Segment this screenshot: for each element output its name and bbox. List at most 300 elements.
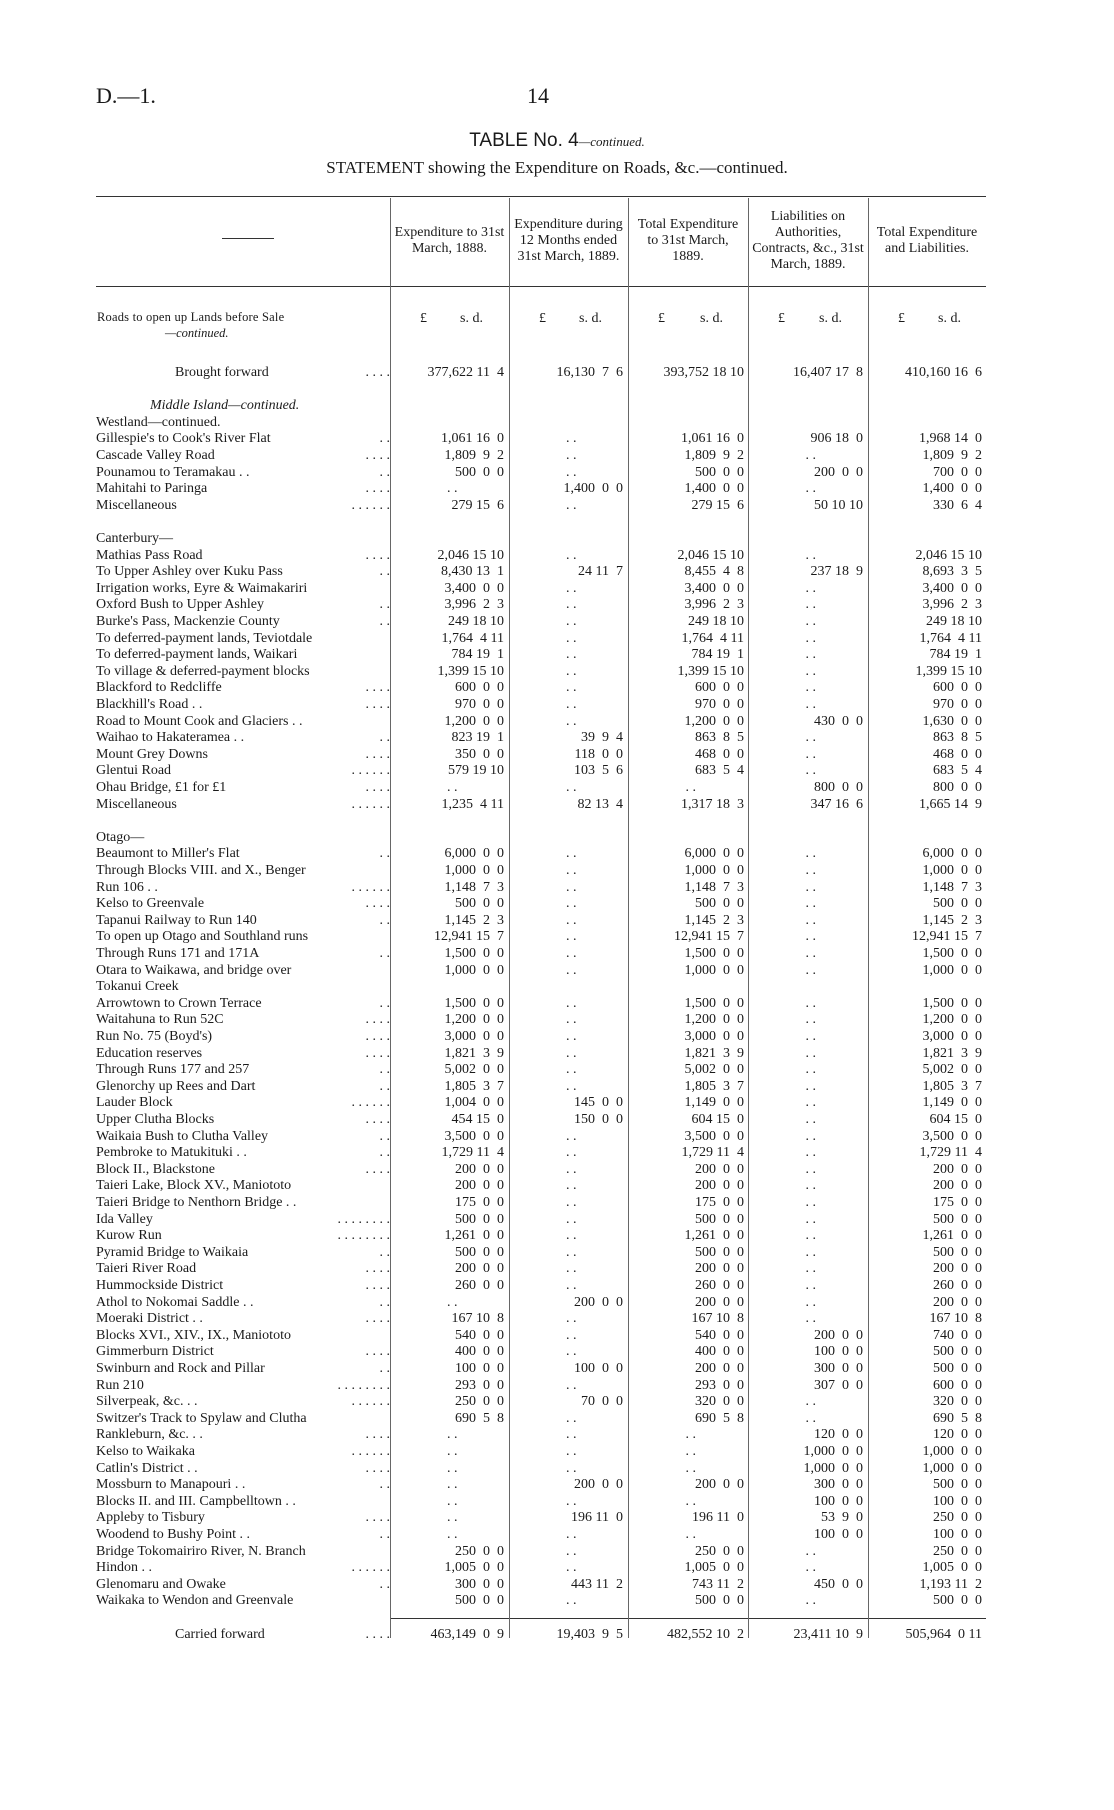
cell-c2: . . xyxy=(566,780,577,795)
row-label: Middle Island—continued. xyxy=(150,398,300,413)
row-label-text: Appleby to Tisbury xyxy=(96,1510,205,1525)
leader-dots: . . . . xyxy=(365,1112,390,1127)
cell-c5: 200 0 0 xyxy=(933,1178,982,1193)
table-row xyxy=(0,481,1114,497)
cell-c4: . . xyxy=(805,846,816,861)
cell-c2: . . xyxy=(566,1145,577,1160)
cell-c2: . . xyxy=(566,1012,577,1027)
cell-c1: 175 0 0 xyxy=(455,1195,504,1210)
cell-c3: . . xyxy=(685,1461,696,1476)
leader-dots: . . . . xyxy=(365,896,390,911)
cell-c5: 200 0 0 xyxy=(933,1295,982,1310)
row-label-text: Ida Valley xyxy=(96,1212,153,1227)
cell-c5: 167 10 8 xyxy=(929,1311,982,1326)
cell-c1: 454 15 0 xyxy=(451,1112,504,1127)
cell-c4: . . xyxy=(805,1278,816,1293)
row-label-text: Pounamou to Teramakau . . xyxy=(96,465,250,480)
cell-c1: 500 0 0 xyxy=(455,1212,504,1227)
cell-c1: 260 0 0 xyxy=(455,1278,504,1293)
table-row xyxy=(0,1461,1114,1477)
table-row xyxy=(0,697,1114,713)
cell-c1: 1,500 0 0 xyxy=(444,946,504,961)
leader-dots: . . xyxy=(379,1145,390,1160)
table-row xyxy=(0,1095,1114,1111)
row-label-text: Waikaia Bush to Clutha Valley xyxy=(96,1129,269,1144)
cell-c2: 24 11 7 xyxy=(578,564,623,579)
cell-c4: 450 0 0 xyxy=(814,1577,863,1592)
cell-c2: . . xyxy=(566,1411,577,1426)
cell-c4: . . xyxy=(805,996,816,1011)
table-row xyxy=(0,1510,1114,1526)
row-label-text: Pembroke to Matukituki . . xyxy=(96,1145,247,1160)
cell-c3: 196 11 0 xyxy=(692,1510,744,1525)
cell-c3: 3,996 2 3 xyxy=(684,597,744,612)
cell-c2: . . xyxy=(566,680,577,695)
cell-c3: 1,399 15 10 xyxy=(677,664,744,679)
cell-c2: . . xyxy=(566,1261,577,1276)
leader-dots: . . . . xyxy=(365,365,390,380)
cell-c4: . . xyxy=(805,946,816,961)
cell-c4: . . xyxy=(805,448,816,463)
row-label xyxy=(96,747,390,763)
cell-c1: 293 0 0 xyxy=(455,1378,504,1393)
row-label-text: Bridge Tokomairiro River, N. Branch xyxy=(96,1544,306,1559)
cell-c2: 70 0 0 xyxy=(581,1394,623,1409)
row-label xyxy=(96,664,390,680)
cell-c3: 500 0 0 xyxy=(695,1212,744,1227)
table-row xyxy=(0,548,1114,564)
cell-c1: 579 19 10 xyxy=(448,763,504,778)
row-label-text: Woodend to Bushy Point . . xyxy=(96,1527,251,1542)
leader-dots: . . . . xyxy=(365,680,390,695)
leader-dots: . . xyxy=(379,1295,390,1310)
cell-c4: . . xyxy=(805,481,816,496)
row-label xyxy=(96,1129,390,1145)
cell-c5: 500 0 0 xyxy=(933,1593,982,1608)
leader-dots: . . . . xyxy=(365,1344,390,1359)
pound-unit: £ xyxy=(539,311,546,326)
cell-c2: 103 5 6 xyxy=(574,763,623,778)
cell-c2: . . xyxy=(566,846,577,861)
cell-c1: 1,805 3 7 xyxy=(444,1079,504,1094)
cell-c2: . . xyxy=(566,1228,577,1243)
cell-c4: 1,000 0 0 xyxy=(803,1461,863,1476)
row-label xyxy=(96,1544,390,1560)
cell-c5: 1,500 0 0 xyxy=(922,996,982,1011)
row-label xyxy=(96,714,390,730)
cell-c2: . . xyxy=(566,1378,577,1393)
row-label xyxy=(96,863,390,879)
cell-c4: 307 0 0 xyxy=(814,1378,863,1393)
cell-c2: . . xyxy=(566,1129,577,1144)
shilling-pence-unit: s. d. xyxy=(938,311,961,326)
cell-c2: . . xyxy=(566,1527,577,1542)
cell-c1: . . xyxy=(447,1295,458,1310)
row-label-text: Through Blocks VIII. and X., Benger xyxy=(96,863,306,878)
row-label xyxy=(96,730,390,746)
shilling-pence-unit: s. d. xyxy=(700,311,723,326)
cell-c5: 410,160 16 6 xyxy=(905,365,982,380)
leader-dots: . . . . . . xyxy=(351,1095,390,1110)
table-row xyxy=(0,1195,1114,1211)
cell-c4: 100 0 0 xyxy=(814,1344,863,1359)
cell-c3: 3,500 0 0 xyxy=(684,1129,744,1144)
cell-c2: . . xyxy=(566,913,577,928)
cell-c5: 1,665 14 9 xyxy=(919,797,982,812)
row-label: Westland—continued. xyxy=(96,415,221,430)
table-row xyxy=(0,1079,1114,1095)
row-label xyxy=(96,929,390,945)
pound-unit: £ xyxy=(420,311,427,326)
leader-dots: . . . . . . . . xyxy=(337,1378,390,1393)
table-row xyxy=(0,680,1114,696)
cell-c1: 3,996 2 3 xyxy=(444,597,504,612)
leader-dots: . . . . xyxy=(365,1278,390,1293)
cell-c5: 970 0 0 xyxy=(933,697,982,712)
cell-c3: 200 0 0 xyxy=(695,1178,744,1193)
cell-c4: 100 0 0 xyxy=(814,1494,863,1509)
cell-c3: 8,455 4 8 xyxy=(684,564,744,579)
cell-c4: . . xyxy=(805,929,816,944)
row-label xyxy=(96,481,390,497)
table-row xyxy=(0,797,1114,813)
row-label-text: To deferred-payment lands, Teviotdale xyxy=(96,631,313,646)
leader-dots: . . xyxy=(379,1079,390,1094)
leader-dots: . . xyxy=(379,946,390,961)
cell-c2: 16,130 7 6 xyxy=(556,365,623,380)
cell-c3: 167 10 8 xyxy=(691,1311,744,1326)
cell-c2: 196 11 0 xyxy=(571,1510,623,1525)
row-label-text: Catlin's District . . xyxy=(96,1461,198,1476)
table-row xyxy=(0,1228,1114,1244)
row-label xyxy=(96,1577,390,1593)
cell-c2: . . xyxy=(566,697,577,712)
cell-c1: 690 5 8 xyxy=(455,1411,504,1426)
table-row xyxy=(0,846,1114,862)
cell-c4: 200 0 0 xyxy=(814,1328,863,1343)
row-label-text: Kelso to Greenvale xyxy=(96,896,205,911)
leader-dots: . . . . xyxy=(365,780,390,795)
cell-c4: . . xyxy=(805,913,816,928)
cell-c4: 16,407 17 8 xyxy=(793,365,863,380)
doc-reference: D.—1. xyxy=(96,83,156,108)
cell-c3: 1,764 4 11 xyxy=(681,631,744,646)
cell-c1: 1,399 15 10 xyxy=(437,664,504,679)
leader-dots: . . xyxy=(379,913,390,928)
cell-c2: . . xyxy=(566,631,577,646)
cell-c4: 23,411 10 9 xyxy=(793,1627,863,1642)
table-row xyxy=(0,929,1114,945)
table-row xyxy=(0,1361,1114,1377)
row-label-text: Burke's Pass, Mackenzie County xyxy=(96,614,280,629)
cell-c5: 260 0 0 xyxy=(933,1278,982,1293)
cell-c3: 260 0 0 xyxy=(695,1278,744,1293)
cell-c3: . . xyxy=(685,1427,696,1442)
row-label xyxy=(96,963,390,979)
row-label-text: Beaumont to Miller's Flat xyxy=(96,846,240,861)
row-label xyxy=(96,597,390,613)
cell-c2: 39 9 4 xyxy=(581,730,623,745)
cell-c5: 330 6 4 xyxy=(933,498,982,513)
leader-dots: . . xyxy=(379,465,390,480)
cell-c3: 1,317 18 3 xyxy=(681,797,744,812)
table-row xyxy=(0,1593,1114,1609)
table-row xyxy=(0,1212,1114,1228)
leader-dots: . . xyxy=(379,1245,390,1260)
cell-c3: 683 5 4 xyxy=(695,763,744,778)
row-label xyxy=(96,996,390,1012)
row-label xyxy=(96,1444,390,1460)
leader-dots: . . xyxy=(379,1361,390,1376)
cell-c2: . . xyxy=(566,1079,577,1094)
cell-c2: . . xyxy=(566,880,577,895)
pound-unit: £ xyxy=(898,311,905,326)
cell-c1: 463,149 0 9 xyxy=(430,1627,504,1642)
row-label xyxy=(96,1527,390,1543)
leader-dots: . . xyxy=(379,1577,390,1592)
row-label-text: To open up Otago and Southland runs xyxy=(96,929,309,944)
row-label-text: Brought forward xyxy=(175,365,269,380)
table-row xyxy=(0,1328,1114,1344)
cell-c4: 200 0 0 xyxy=(814,465,863,480)
cell-c5: 500 0 0 xyxy=(933,1245,982,1260)
cell-c5: 250 0 0 xyxy=(933,1544,982,1559)
cell-c5: 1,729 11 4 xyxy=(919,1145,982,1160)
cell-c4: 430 0 0 xyxy=(814,714,863,729)
cell-c4: . . xyxy=(805,747,816,762)
table-title-main: TABLE No. 4 xyxy=(469,130,579,151)
cell-c2: . . xyxy=(566,1162,577,1177)
cell-c5: 600 0 0 xyxy=(933,1378,982,1393)
cell-c1: 12,941 15 7 xyxy=(434,929,504,944)
leader-dots: . . xyxy=(379,431,390,446)
cell-c5: 1,399 15 10 xyxy=(915,664,982,679)
table-subtitle: STATEMENT showing the Expenditure on Roads, &c.—continued. xyxy=(326,158,788,177)
table-row xyxy=(0,1245,1114,1261)
cell-c2: . . xyxy=(566,465,577,480)
row-label-text: Oxford Bush to Upper Ashley xyxy=(96,597,264,612)
leader-dots: . . . . . . xyxy=(351,1394,390,1409)
cell-c2: 100 0 0 xyxy=(574,1361,623,1376)
row-label xyxy=(96,1295,390,1311)
cell-c4: . . xyxy=(805,896,816,911)
leader-dots: . . . . . . xyxy=(351,1560,390,1575)
row-label xyxy=(96,431,390,447)
cell-c4: 120 0 0 xyxy=(814,1427,863,1442)
cell-c2: 118 0 0 xyxy=(574,747,623,762)
cell-c4: . . xyxy=(805,1062,816,1077)
cell-c5: 320 0 0 xyxy=(933,1394,982,1409)
cell-c1: 540 0 0 xyxy=(455,1328,504,1343)
cell-c4: . . xyxy=(805,963,816,978)
cell-c3: 5,002 0 0 xyxy=(684,1062,744,1077)
table-row xyxy=(0,1344,1114,1360)
cell-c4: 800 0 0 xyxy=(814,780,863,795)
table-row xyxy=(0,498,1114,514)
row-label-text: Pyramid Bridge to Waikaia xyxy=(96,1245,249,1260)
row-label xyxy=(96,631,390,647)
table-row xyxy=(0,1411,1114,1427)
row-label-text: Waikaka to Wendon and Greenvale xyxy=(96,1593,294,1608)
cell-c3: 3,400 0 0 xyxy=(684,581,744,596)
cell-c3: . . xyxy=(685,1444,696,1459)
cell-c1: . . xyxy=(447,780,458,795)
cell-c5: 249 18 10 xyxy=(926,614,982,629)
cell-c4: . . xyxy=(805,581,816,596)
header-rule xyxy=(96,286,986,287)
cell-c2: 19,403 9 5 xyxy=(556,1627,623,1642)
cell-c3: 1,148 7 3 xyxy=(684,880,744,895)
cell-c1: 1,809 9 2 xyxy=(444,448,504,463)
leader-dots: . . . . xyxy=(365,1427,390,1442)
row-label xyxy=(96,846,390,862)
row-label xyxy=(175,365,390,381)
cell-c1: 1,261 0 0 xyxy=(444,1228,504,1243)
cell-c2: 145 0 0 xyxy=(574,1095,623,1110)
shilling-pence-unit: s. d. xyxy=(819,311,842,326)
cell-c2: . . xyxy=(566,1245,577,1260)
cell-c3: 250 0 0 xyxy=(695,1544,744,1559)
cell-c1: 300 0 0 xyxy=(455,1577,504,1592)
cell-c3: 249 18 10 xyxy=(688,614,744,629)
row-label-text: Glenorchy up Rees and Dart xyxy=(96,1079,256,1094)
cell-c4: 906 18 0 xyxy=(810,431,863,446)
table-row xyxy=(0,465,1114,481)
cell-c2: . . xyxy=(566,1461,577,1476)
cell-c2: . . xyxy=(566,714,577,729)
cell-c3: 1,000 0 0 xyxy=(684,963,744,978)
row-label-text: Kelso to Waikaka xyxy=(96,1444,195,1459)
cell-c5: 1,809 9 2 xyxy=(922,448,982,463)
cell-c1: 1,200 0 0 xyxy=(444,714,504,729)
cell-c3: 1,000 0 0 xyxy=(684,863,744,878)
table-row xyxy=(0,1112,1114,1128)
cell-c5: 500 0 0 xyxy=(933,1344,982,1359)
table-row xyxy=(0,365,1114,381)
cell-c5: 100 0 0 xyxy=(933,1527,982,1542)
row-label-text: Upper Clutha Blocks xyxy=(96,1112,215,1127)
leader-dots: . . xyxy=(379,564,390,579)
cell-c1: 1,061 16 0 xyxy=(441,431,504,446)
row-label-text: Run 210 xyxy=(96,1378,144,1393)
table-row xyxy=(0,564,1114,580)
leader-dots: . . . . xyxy=(365,1311,390,1326)
table-title xyxy=(0,130,1114,152)
cell-c2: . . xyxy=(566,863,577,878)
cell-c5: 3,000 0 0 xyxy=(922,1029,982,1044)
row-label-text: Mahitahi to Paringa xyxy=(96,481,208,496)
cell-c5: 1,000 0 0 xyxy=(922,1444,982,1459)
row-label: Otago— xyxy=(96,830,145,845)
table-row xyxy=(0,1544,1114,1560)
column-header-5: Total Expenditure and Liabilities. xyxy=(876,225,978,256)
row-label xyxy=(96,1311,390,1327)
row-label xyxy=(96,1195,390,1211)
leader-dots: . . xyxy=(379,1527,390,1542)
cell-c4: 1,000 0 0 xyxy=(803,1444,863,1459)
cell-c2: 200 0 0 xyxy=(574,1295,623,1310)
row-label xyxy=(96,1593,390,1609)
cell-c4: 53 9 0 xyxy=(821,1510,863,1525)
row-label-text: Switzer's Track to Spylaw and Clutha xyxy=(96,1411,307,1426)
row-label-text: Blackford to Redcliffe xyxy=(96,680,222,695)
cell-c3: 482,552 10 2 xyxy=(667,1627,744,1642)
cell-c4: . . xyxy=(805,548,816,563)
row-label-text: Mount Grey Downs xyxy=(96,747,208,762)
row-label-text: Glenomaru and Owake xyxy=(96,1577,226,1592)
cell-c4: . . xyxy=(805,1095,816,1110)
row-label xyxy=(96,1178,390,1194)
cell-c3: 2,046 15 10 xyxy=(677,548,744,563)
row-label-text: Gimmerburn District xyxy=(96,1344,214,1359)
cell-c4: . . xyxy=(805,1560,816,1575)
cell-c5: 1,005 0 0 xyxy=(922,1560,982,1575)
cell-c3: 1,809 9 2 xyxy=(684,448,744,463)
table-row xyxy=(0,448,1114,464)
leader-dots: . . . . xyxy=(365,1012,390,1027)
table-row xyxy=(0,763,1114,779)
cell-c2: . . xyxy=(566,1560,577,1575)
table-row xyxy=(0,979,1114,995)
cell-c5: 604 15 0 xyxy=(929,1112,982,1127)
cell-c3: 1,805 3 7 xyxy=(684,1079,744,1094)
leader-dots: . . . . xyxy=(365,1261,390,1276)
leader-dots: . . xyxy=(379,1129,390,1144)
top-rule xyxy=(96,196,986,197)
table-row xyxy=(0,1129,1114,1145)
row-label-text: Arrowtown to Crown Terrace xyxy=(96,996,262,1011)
row-label-text: Moeraki District . . xyxy=(96,1311,203,1326)
cell-c4: 300 0 0 xyxy=(814,1361,863,1376)
leader-dots: . . . . . . xyxy=(351,763,390,778)
cell-c1: 250 0 0 xyxy=(455,1544,504,1559)
row-label-text: Run No. 75 (Boyd's) xyxy=(96,1029,213,1044)
leader-dots: . . xyxy=(379,1477,390,1492)
cell-c1: 1,200 0 0 xyxy=(444,1012,504,1027)
row-label xyxy=(96,946,390,962)
row-label-text: Taieri Lake, Block XV., Maniototo xyxy=(96,1178,292,1193)
cell-c5: 12,941 15 7 xyxy=(912,929,982,944)
row-label xyxy=(96,1228,390,1244)
table-row xyxy=(0,863,1114,879)
cell-c3: 1,145 2 3 xyxy=(684,913,744,928)
cell-c5: 175 0 0 xyxy=(933,1195,982,1210)
leader-dots: . . . . . . xyxy=(351,498,390,513)
leader-dots: . . . . . . xyxy=(351,797,390,812)
row-label xyxy=(96,1427,390,1443)
cell-c1: 500 0 0 xyxy=(455,1593,504,1608)
cell-c1: 250 0 0 xyxy=(455,1394,504,1409)
cell-c4: . . xyxy=(805,1544,816,1559)
table-row xyxy=(0,1278,1114,1294)
cell-c3: 784 19 1 xyxy=(691,647,744,662)
row-label xyxy=(96,1378,390,1394)
cell-c2: 200 0 0 xyxy=(574,1477,623,1492)
cell-c1: 200 0 0 xyxy=(455,1162,504,1177)
cell-c3: 1,400 0 0 xyxy=(684,481,744,496)
cell-c4: . . xyxy=(805,614,816,629)
row-label xyxy=(175,1627,390,1643)
cell-c5: 3,500 0 0 xyxy=(922,1129,982,1144)
cell-c3: . . xyxy=(685,1527,696,1542)
cell-c3: 1,729 11 4 xyxy=(681,1145,744,1160)
cell-c3: 200 0 0 xyxy=(695,1162,744,1177)
row-label xyxy=(96,1461,390,1477)
cell-c4: . . xyxy=(805,680,816,695)
cell-c1: 377,622 11 4 xyxy=(427,365,504,380)
table-row xyxy=(0,714,1114,730)
cell-c5: 1,261 0 0 xyxy=(922,1228,982,1243)
